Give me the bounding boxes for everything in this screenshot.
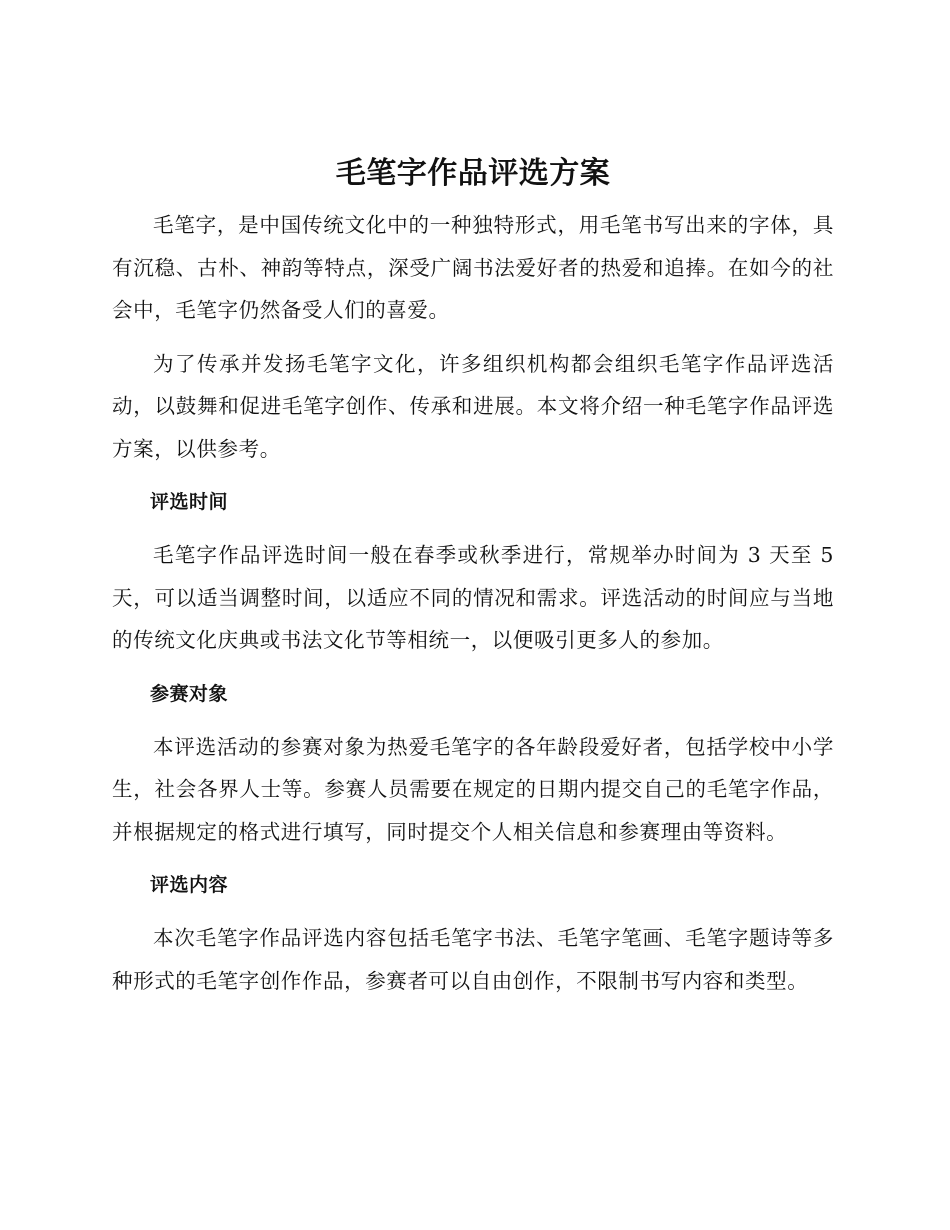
document-title: 毛笔字作品评选方案 [335, 156, 611, 191]
section-heading-participants: 参赛对象 [150, 682, 229, 705]
section-body-time: 毛笔字作品评选时间一般在春季或秋季进行，常规举办时间为 3 天至 5 天，可以适当调整时间，以适应不同的情况和需求。评选活动的时间应与当地的传统文化庆典或书法文化节等相统一，以便吸引更多人的参加。 [112, 543, 834, 652]
section-heading-time: 评选时间 [150, 491, 229, 513]
section-body-content: 本次毛笔字作品评选内容包括毛笔字书法、毛笔字笔画、毛笔字题诗等多种形式的毛笔字创作作品，参赛者可以自由创作，不限制书写内容和类型。 [112, 926, 834, 993]
intro-paragraph-2: 为了传承并发扬毛笔字文化，许多组织机构都会组织毛笔字作品评选活动，以鼓舞和促进毛笔字创作、传承和进展。本文将介绍一种毛笔字作品评选方案，以供参考。 [112, 351, 834, 461]
section-heading-content: 评选内容 [150, 874, 229, 896]
document-page [112, 152, 834, 1013]
section-body-participants: 本评选活动的参赛对象为热爱毛笔字的各年龄段爱好者，包括学校中小学生，社会各界人士等。参赛人员需要在规定的日期内提交自己的毛笔字作品，并根据规定的格式进行填写，同时提交个人相关信息和参赛理由等资料。 [112, 734, 834, 844]
intro-paragraph-1: 毛笔字，是中国传统文化中的一种独特形式，用毛笔书写出来的字体，具有沉稳、古朴、神韵等特点，深受广阔书法爱好者的热爱和追捧。在如今的社会中，毛笔字仍然备受人们的喜爱。 [112, 213, 834, 322]
